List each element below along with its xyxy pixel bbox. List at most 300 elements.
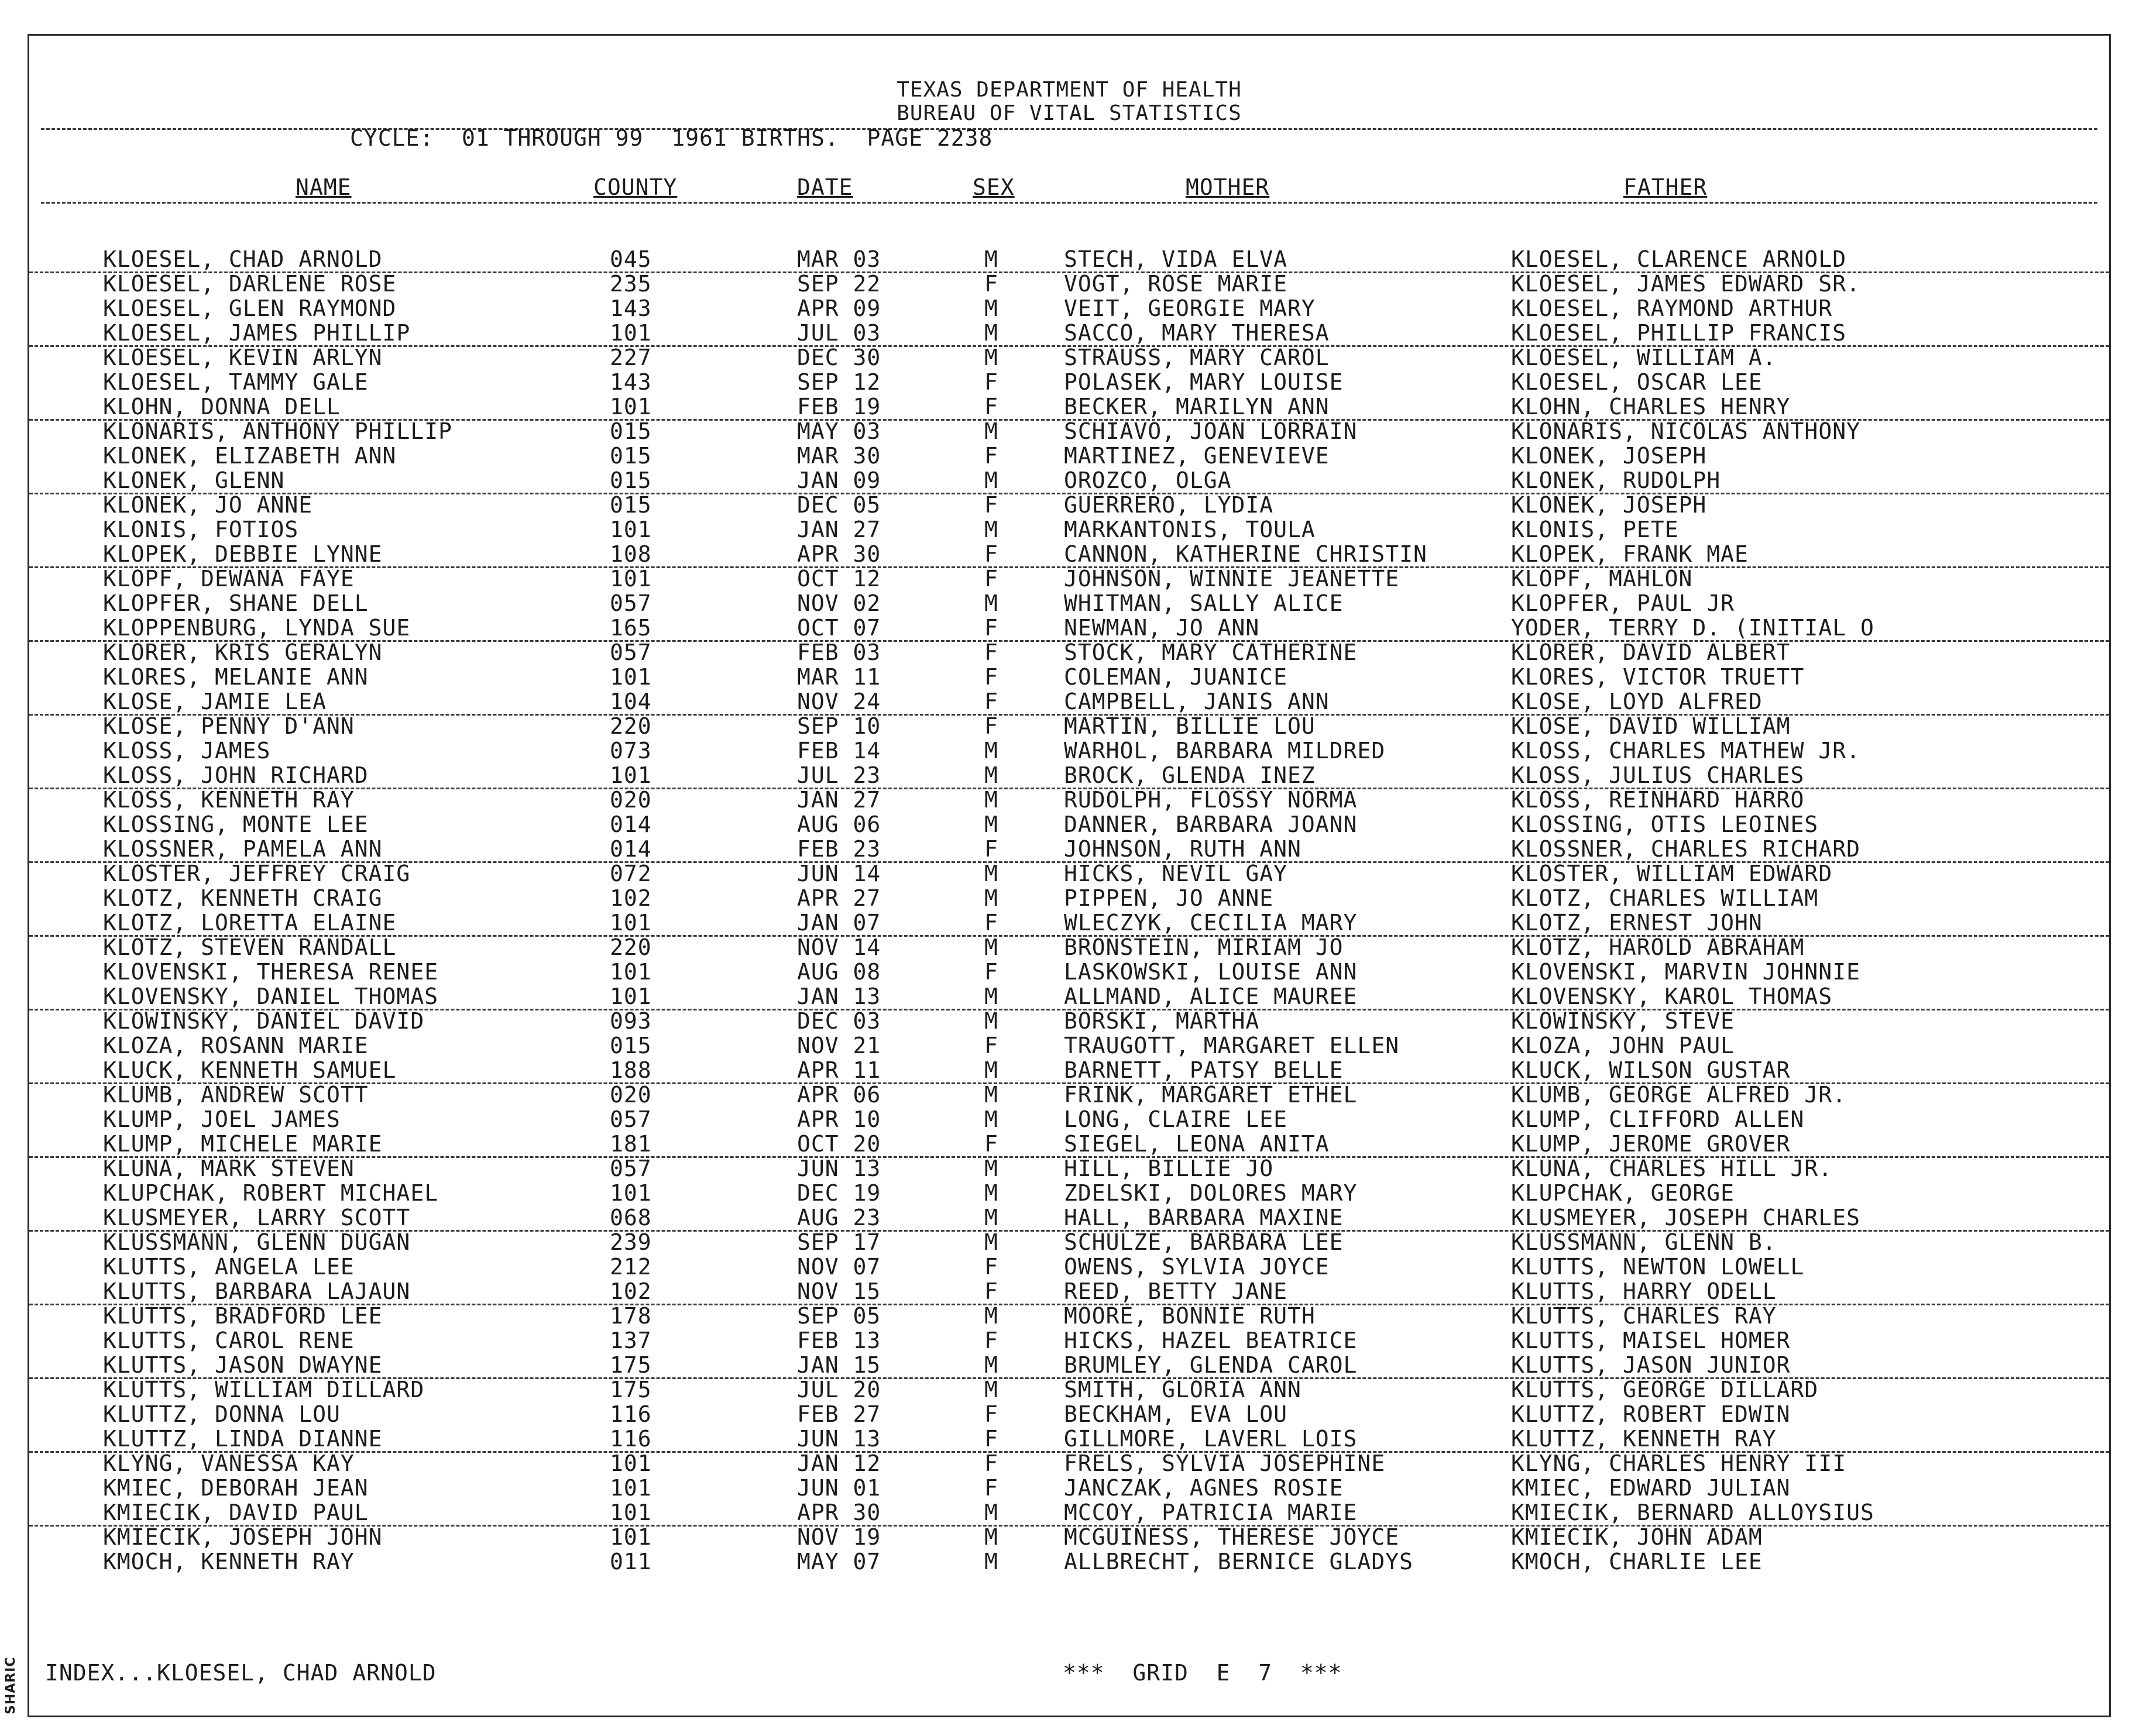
cell-mother: WARHOL, BARBARA MILDRED [1064,738,1386,764]
cell-county: 137 [610,1328,652,1353]
cell-county: 020 [610,1082,652,1108]
table-row [29,1082,2109,1107]
cell-father: KLONEK, JOSEPH [1511,492,1707,518]
cell-name: KLORES, MELANIE ANN [103,664,369,690]
cell-mother: REED, BETTY JANE [1064,1278,1288,1304]
cell-date: APR 10 [797,1106,881,1132]
cell-name: KLOVENSKI, THERESA RENEE [103,959,439,985]
cell-father: KLOTZ, ERNEST JOHN [1511,910,1763,936]
grid-footer: *** GRID E 7 *** [1063,1660,1342,1686]
table-row [29,1426,2109,1453]
table-row [29,1304,2109,1328]
cell-mother: FRELS, SYLVIA JOSEPHINE [1064,1450,1386,1476]
cell-sex: M [984,1524,998,1550]
cell-mother: BECKHAM, EVA LOU [1064,1401,1288,1427]
cell-date: APR 27 [797,885,881,911]
cell-sex: M [984,590,998,616]
cell-county: 101 [610,320,652,346]
cell-date: JAN 27 [797,787,881,813]
table-row [29,1451,2109,1476]
cell-county: 239 [610,1229,652,1255]
cell-mother: MARTINEZ, GENEVIEVE [1064,443,1330,469]
cell-sex: M [984,1106,998,1132]
cell-father: KLUTTS, MAISEL HOMER [1511,1328,1791,1353]
cell-father: KLOVENSKI, MARVIN JOHNNIE [1511,959,1860,985]
cell-sex: M [984,1205,998,1230]
cell-name: KLUTTS, BRADFORD LEE [103,1303,383,1329]
cell-mother: CANNON, KATHERINE CHRISTIN [1064,541,1427,567]
cell-county: 235 [610,271,652,297]
cell-date: NOV 19 [797,1524,881,1550]
cell-sex: M [984,1352,998,1378]
cell-county: 212 [610,1254,652,1280]
cell-county: 188 [610,1057,652,1083]
cell-mother: LASKOWSKI, LOUISE ANN [1064,959,1358,985]
table-row [29,837,2109,863]
table-row [29,960,2109,984]
cell-father: KLOPFER, PAUL JR [1511,590,1735,616]
cell-date: AUG 06 [797,812,881,837]
cell-mother: CAMPBELL, JANIS ANN [1064,689,1330,714]
cell-date: MAR 11 [797,664,881,690]
cell-sex: M [984,246,998,272]
cell-mother: MOORE, BONNIE RUTH [1064,1303,1316,1329]
cell-county: 101 [610,910,652,936]
cell-date: JUN 01 [797,1475,881,1501]
cell-county: 101 [610,1450,652,1476]
column-header-sex: SEX [973,174,1015,200]
cell-date: APR 30 [797,541,881,567]
cycle-line: CYCLE: 01 THROUGH 99 1961 BIRTHS. PAGE 2238 [350,125,993,151]
cell-date: FEB 23 [797,836,881,862]
cell-sex: F [984,640,998,665]
table-row [29,1132,2109,1158]
cell-date: OCT 20 [797,1131,881,1157]
table-row [29,640,2109,665]
table-row [29,714,2109,738]
cell-mother: LONG, CLAIRE LEE [1064,1106,1288,1132]
cell-name: KLUPCHAK, ROBERT MICHAEL [103,1180,439,1206]
cell-name: KLOSSNER, PAMELA ANN [103,836,383,862]
cell-name: KLYNG, VANESSA KAY [103,1450,355,1476]
table-row [29,591,2109,616]
cell-father: KLOTZ, HAROLD ABRAHAM [1511,934,1805,960]
cell-sex: M [984,885,998,911]
cell-name: KLUMP, JOEL JAMES [103,1106,341,1132]
cell-sex: M [984,1303,998,1329]
cell-date: JAN 09 [797,467,881,493]
table-row [29,1009,2109,1033]
cell-name: KLOSE, PENNY D'ANN [103,713,355,739]
cell-sex: F [984,615,998,641]
cell-father: KLUTTS, NEWTON LOWELL [1511,1254,1805,1280]
cell-father: KLOESEL, WILLIAM A. [1511,345,1777,370]
cell-county: 104 [610,689,652,714]
table-row [29,444,2109,468]
cell-sex: F [984,394,998,420]
cell-date: JUN 13 [797,1426,881,1452]
cell-county: 175 [610,1352,652,1378]
cell-sex: F [984,1328,998,1353]
cell-name: KLORER, KRIS GERALYN [103,640,383,665]
cell-date: MAY 03 [797,418,881,444]
cell-county: 220 [610,713,652,739]
cell-county: 015 [610,443,652,469]
cell-date: SEP 05 [797,1303,881,1329]
cell-mother: ALLBRECHT, BERNICE GLADYS [1064,1549,1413,1575]
cell-name: KLOHN, DONNA DELL [103,394,341,420]
cell-sex: M [984,984,998,1009]
cell-name: KLONARIS, ANTHONY PHILLIP [103,418,452,444]
cell-county: 057 [610,1156,652,1181]
cell-county: 116 [610,1401,652,1427]
cell-name: KLOESEL, TAMMY GALE [103,369,369,395]
cell-mother: PIPPEN, JO ANNE [1064,885,1274,911]
cell-father: KLOESEL, PHILLIP FRANCIS [1511,320,1847,346]
cell-name: KLUSSMANN, GLENN DUGAN [103,1229,411,1255]
cell-county: 093 [610,1008,652,1034]
cell-sex: F [984,1475,998,1501]
table-row [29,1402,2109,1426]
table-row [29,1033,2109,1058]
cell-father: KLUMP, CLIFFORD ALLEN [1511,1106,1805,1132]
cell-mother: ALLMAND, ALICE MAUREE [1064,984,1358,1009]
cell-sex: M [984,1229,998,1255]
cell-father: KLOTZ, CHARLES WILLIAM [1511,885,1819,911]
cell-sex: F [984,1254,998,1280]
cell-sex: M [984,787,998,813]
cell-county: 108 [610,541,652,567]
cell-mother: JOHNSON, WINNIE JEANETTE [1064,566,1400,592]
cell-father: KLOHN, CHARLES HENRY [1511,394,1791,420]
table-row [29,468,2109,494]
cell-name: KLUTTS, CAROL RENE [103,1328,355,1353]
cell-date: JUN 14 [797,861,881,886]
cell-father: KLOSSING, OTIS LEOINES [1511,812,1819,837]
table-row [29,271,2109,296]
cell-sex: F [984,566,998,592]
cell-date: FEB 03 [797,640,881,665]
cell-father: KLYNG, CHARLES HENRY III [1511,1450,1847,1476]
cell-county: 020 [610,787,652,813]
cell-mother: WLECZYK, CECILIA MARY [1064,910,1358,936]
cell-father: KLOZA, JOHN PAUL [1511,1033,1735,1058]
cell-date: DEC 19 [797,1180,881,1206]
cell-sex: M [984,295,998,321]
table-row [29,1156,2109,1181]
cell-name: KLUNA, MARK STEVEN [103,1156,355,1181]
cell-date: MAR 30 [797,443,881,469]
table-row [29,370,2109,394]
cell-date: DEC 03 [797,1008,881,1034]
cell-date: APR 30 [797,1500,881,1525]
table-row [29,394,2109,421]
cell-name: KLOESEL, CHAD ARNOLD [103,246,383,272]
cell-county: 101 [610,517,652,542]
cell-father: KLUTTS, CHARLES RAY [1511,1303,1777,1329]
document-frame [28,34,2111,1717]
cell-mother: JOHNSON, RUTH ANN [1064,836,1301,862]
table-row [29,616,2109,642]
cell-sex: F [984,1033,998,1058]
cell-sex: F [984,1450,998,1476]
cell-sex: F [984,1401,998,1427]
cell-name: KLOESEL, JAMES PHILLIP [103,320,411,346]
cell-county: 101 [610,394,652,420]
cell-name: KLOTZ, KENNETH CRAIG [103,885,383,911]
cell-county: 057 [610,640,652,665]
cell-sex: M [984,320,998,346]
cell-name: KLOESEL, DARLENE ROSE [103,271,397,297]
cell-name: KLOSS, KENNETH RAY [103,787,355,813]
cell-date: FEB 19 [797,394,881,420]
cell-date: NOV 07 [797,1254,881,1280]
cell-father: KLOSE, DAVID WILLIAM [1511,713,1791,739]
cell-name: KLOSS, JOHN RICHARD [103,762,369,788]
cell-county: 102 [610,1278,652,1304]
cell-mother: OWENS, SYLVIA JOYCE [1064,1254,1330,1280]
cell-sex: M [984,738,998,764]
cell-father: KLORES, VICTOR TRUETT [1511,664,1805,690]
table-row [29,247,2109,273]
cell-mother: NEWMAN, JO ANN [1064,615,1260,641]
table-row [29,738,2109,763]
cell-father: KLONEK, JOSEPH [1511,443,1707,469]
cell-mother: WHITMAN, SALLY ALICE [1064,590,1344,616]
cell-mother: DANNER, BARBARA JOANN [1064,812,1358,837]
cell-father: KLOPF, MAHLON [1511,566,1693,592]
cell-date: FEB 13 [797,1328,881,1353]
cell-father: YODER, TERRY D. (INITIAL O [1511,615,1874,641]
cell-name: KMIECIK, JOSEPH JOHN [103,1524,383,1550]
cell-county: 101 [610,762,652,788]
cell-sex: M [984,1549,998,1575]
cell-county: 015 [610,1033,652,1058]
cell-mother: HICKS, NEVIL GAY [1064,861,1288,886]
cell-date: MAR 03 [797,246,881,272]
cell-date: SEP 12 [797,369,881,395]
cell-county: 101 [610,664,652,690]
table-row [29,1058,2109,1084]
cell-county: 015 [610,492,652,518]
cell-date: APR 11 [797,1057,881,1083]
table-row [29,1328,2109,1353]
table-row [29,321,2109,347]
cell-county: 102 [610,885,652,911]
cell-sex: M [984,1082,998,1108]
cell-father: KLOSE, LOYD ALFRED [1511,689,1763,714]
table-row [29,1279,2109,1305]
cell-father: KLOSS, JULIUS CHARLES [1511,762,1805,788]
table-row [29,984,2109,1010]
cell-sex: M [984,762,998,788]
cell-father: KLOWINSKY, STEVE [1511,1008,1735,1034]
table-row [29,763,2109,789]
cell-name: KLUTTZ, DONNA LOU [103,1401,341,1427]
cell-sex: M [984,1500,998,1525]
table-row [29,910,2109,937]
table-row [29,689,2109,716]
cell-sex: M [984,1057,998,1083]
cell-county: 015 [610,467,652,493]
cell-mother: BARNETT, PATSY BELLE [1064,1057,1344,1083]
cell-mother: OROZCO, OLGA [1064,467,1232,493]
cell-sex: M [984,1377,998,1402]
cell-father: KMIECIK, BERNARD ALLOYSIUS [1511,1500,1874,1525]
cell-mother: GILLMORE, LAVERL LOIS [1064,1426,1358,1452]
cell-county: 143 [610,295,652,321]
cell-name: KLONEK, ELIZABETH ANN [103,443,397,469]
table-row [29,296,2109,321]
cell-date: OCT 12 [797,566,881,592]
table-row [29,1254,2109,1279]
table-row [29,788,2109,812]
cell-name: KLONEK, JO ANNE [103,492,313,518]
cell-sex: F [984,689,998,714]
cell-name: KLOSS, JAMES [103,738,271,764]
cell-mother: BECKER, MARILYN ANN [1064,394,1330,420]
table-row [29,493,2109,517]
cell-sex: F [984,664,998,690]
cell-father: KLOSTER, WILLIAM EDWARD [1511,861,1833,886]
cell-date: NOV 15 [797,1278,881,1304]
cell-mother: ZDELSKI, DOLORES MARY [1064,1180,1358,1206]
cell-name: KLUSMEYER, LARRY SCOTT [103,1205,411,1230]
cell-sex: F [984,271,998,297]
column-header-father: FATHER [1623,174,1708,200]
cell-mother: HILL, BILLIE JO [1064,1156,1274,1181]
cell-name: KMIEC, DEBORAH JEAN [103,1475,369,1501]
cell-name: KMIECIK, DAVID PAUL [103,1500,369,1525]
cell-county: 101 [610,959,652,985]
cell-date: JAN 27 [797,517,881,542]
cell-name: KLOSSING, MONTE LEE [103,812,369,837]
cell-county: 143 [610,369,652,395]
cell-sex: F [984,369,998,395]
cell-father: KLONIS, PETE [1511,517,1679,542]
cell-name: KLOPPENBURG, LYNDA SUE [103,615,411,641]
cell-name: KMOCH, KENNETH RAY [103,1549,355,1575]
cell-mother: SCHULZE, BARBARA LEE [1064,1229,1344,1255]
table-row [29,1353,2109,1379]
bureau-title: BUREAU OF VITAL STATISTICS [897,101,1242,125]
cell-date: DEC 30 [797,345,881,370]
cell-father: KLUSSMANN, GLENN B. [1511,1229,1777,1255]
cell-mother: MARKANTONIS, TOULA [1064,517,1316,542]
cell-father: KMIECIK, JOHN ADAM [1511,1524,1763,1550]
cell-sex: F [984,541,998,567]
cell-county: 057 [610,1106,652,1132]
cell-county: 101 [610,1500,652,1525]
cell-mother: JANCZAK, AGNES ROSIE [1064,1475,1344,1501]
cell-date: NOV 21 [797,1033,881,1058]
cell-date: NOV 02 [797,590,881,616]
cell-date: NOV 24 [797,689,881,714]
cell-mother: POLASEK, MARY LOUISE [1064,369,1344,395]
cell-sex: M [984,861,998,886]
cell-name: KLUTTS, WILLIAM DILLARD [103,1377,425,1402]
table-row [29,1500,2109,1527]
cell-father: KLOESEL, OSCAR LEE [1511,369,1763,395]
cell-father: KLUTTZ, ROBERT EDWIN [1511,1401,1791,1427]
cell-name: KLUMB, ANDREW SCOTT [103,1082,369,1108]
cell-county: 101 [610,1180,652,1206]
cell-name: KLONEK, GLENN [103,467,285,493]
table-row [29,1107,2109,1132]
cell-date: NOV 14 [797,934,881,960]
cell-sex: M [984,1156,998,1181]
cell-date: JAN 13 [797,984,881,1009]
table-row [29,542,2109,568]
cell-sex: F [984,443,998,469]
cell-date: DEC 05 [797,492,881,518]
cell-father: KLOESEL, RAYMOND ARTHUR [1511,295,1833,321]
cell-date: FEB 14 [797,738,881,764]
cell-mother: SACCO, MARY THERESA [1064,320,1330,346]
cell-county: 015 [610,418,652,444]
cell-county: 220 [610,934,652,960]
cell-name: KLOSTER, JEFFREY CRAIG [103,861,411,886]
table-row [29,861,2109,886]
cell-sex: F [984,713,998,739]
cell-mother: VEIT, GEORGIE MARY [1064,295,1316,321]
table-row [29,886,2109,910]
cell-date: JUN 13 [797,1156,881,1181]
index-footer: INDEX...KLOESEL, CHAD ARNOLD [45,1660,437,1686]
column-header-divider [41,202,2097,204]
cell-father: KLOESEL, JAMES EDWARD SR. [1511,271,1860,297]
table-row [29,419,2109,444]
cell-county: 011 [610,1549,652,1575]
cell-name: KLOWINSKY, DANIEL DAVID [103,1008,425,1034]
cell-county: 101 [610,566,652,592]
cell-sex: F [984,492,998,518]
cell-county: 175 [610,1377,652,1402]
cell-mother: FRINK, MARGARET ETHEL [1064,1082,1358,1108]
cell-county: 014 [610,836,652,862]
cell-date: MAY 07 [797,1549,881,1575]
table-row [29,665,2109,689]
side-mark: SHARIC [4,1656,18,1714]
cell-father: KLOSS, CHARLES MATHEW JR. [1511,738,1860,764]
column-header-county: COUNTY [593,174,678,200]
column-header-date: DATE [797,174,853,200]
cell-name: KLUTTS, ANGELA LEE [103,1254,355,1280]
cell-mother: SCHIAVO, JOAN LORRAIN [1064,418,1358,444]
cell-sex: M [984,812,998,837]
cell-mother: STRAUSS, MARY CAROL [1064,345,1330,370]
table-row [29,1549,2109,1574]
cell-county: 045 [610,246,652,272]
column-header-name: NAME [296,174,352,200]
cell-name: KLOTZ, LORETTA ELAINE [103,910,397,936]
table-row [29,1476,2109,1500]
cell-sex: F [984,910,998,936]
table-row [29,1205,2109,1232]
cell-mother: COLEMAN, JUANICE [1064,664,1288,690]
cell-mother: VOGT, ROSE MARIE [1064,271,1288,297]
cell-name: KLOPF, DEWANA FAYE [103,566,355,592]
cell-mother: HALL, BARBARA MAXINE [1064,1205,1344,1230]
cell-father: KLOVENSKY, KAROL THOMAS [1511,984,1833,1009]
cell-name: KLUMP, MICHELE MARIE [103,1131,383,1157]
cell-father: KLUSMEYER, JOSEPH CHARLES [1511,1205,1860,1230]
table-row [29,1181,2109,1205]
table-row [29,1525,2109,1549]
cell-county: 165 [610,615,652,641]
cell-county: 116 [610,1426,652,1452]
cell-county: 181 [610,1131,652,1157]
